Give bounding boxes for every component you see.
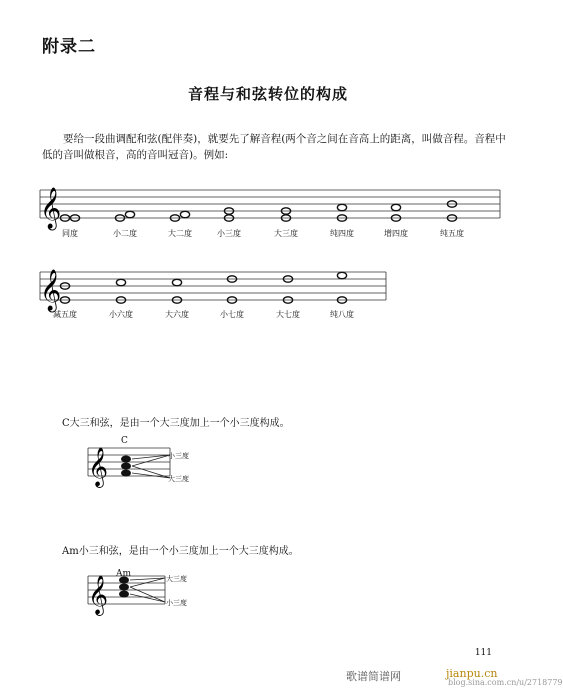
interval-label: 同度: [62, 229, 78, 238]
a-minor-lower-label: 小三度: [166, 599, 187, 607]
page-number: 111: [474, 648, 492, 658]
note-head: [125, 211, 134, 217]
interval-label: 大七度: [276, 310, 300, 319]
c-major-description: C大三和弦，是由一个大三度加上一个小三度构成。: [62, 418, 290, 429]
a-minor-chord-name: Am: [116, 569, 132, 579]
c-major-upper-label: 小三度: [168, 452, 189, 460]
note-head: [180, 211, 189, 217]
interval-label: 小三度: [217, 229, 241, 238]
note-head: [337, 272, 346, 278]
interval-label: 纯八度: [330, 310, 354, 319]
interval-label: 大六度: [165, 310, 189, 319]
note-head: [337, 204, 346, 210]
page-title: 音程与和弦转位的构成: [187, 85, 348, 103]
treble-clef-icon: 𝄞: [40, 188, 62, 229]
watermark-site-name: 歌谱简谱网: [346, 670, 401, 683]
watermark-domain: jianpu.cn: [446, 667, 498, 680]
a-minor-description: Am小三和弦，是由一个小三度加上一个大三度构成。: [62, 546, 299, 557]
treble-clef-icon: 𝄞: [88, 575, 109, 615]
interval-label: 小二度: [113, 229, 137, 238]
interval-label: 大三度: [274, 229, 298, 238]
c-major-brackets: [132, 455, 170, 478]
watermark-blog: blog.sina.com.cn/u/2718779: [448, 678, 563, 687]
note-head: [172, 279, 181, 285]
interval-label: 小七度: [220, 310, 244, 319]
treble-clef-icon: 𝄞: [40, 270, 62, 311]
a-minor-upper-label: 大三度: [166, 575, 187, 583]
interval-label: 纯四度: [330, 229, 354, 238]
appendix-heading: 附录二: [42, 37, 96, 57]
interval-label: 小六度: [109, 310, 133, 319]
note-head: [116, 279, 125, 285]
interval-label: 纯五度: [440, 229, 464, 238]
row-2-intervals: [60, 272, 346, 303]
treble-clef-icon: 𝄞: [88, 447, 109, 487]
a-minor-chord: [119, 577, 129, 598]
c-major-chord: [121, 456, 131, 477]
interval-label: 增四度: [384, 229, 408, 238]
note-head: [391, 204, 400, 210]
staff-row-2: [40, 272, 386, 300]
c-major-lower-label: 大三度: [168, 475, 189, 483]
intro-paragraph: 要给一段曲调配和弦(配伴奏)，就要先了解音程(两个音之间在音高上的距离，叫做音程。音程中低的音叫做根音，高的音叫冠音)。例如:: [42, 133, 506, 161]
c-major-chord-name: C: [121, 436, 128, 446]
staff-row-1: [40, 190, 500, 218]
interval-label: 减五度: [53, 310, 77, 319]
interval-label: 大二度: [168, 229, 192, 238]
